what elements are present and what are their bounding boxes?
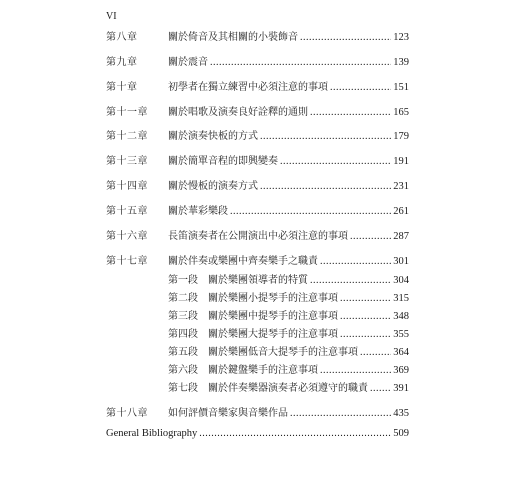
chapter-label: 第八章 bbox=[106, 32, 138, 43]
section-title: 關於伴奏樂器演奏者必須遵守的職責 bbox=[208, 383, 368, 394]
chapter-label: 第十三章 bbox=[106, 156, 148, 167]
chapter-label: 第十六章 bbox=[106, 231, 148, 242]
dot-leader bbox=[199, 427, 391, 441]
chapter-page: 261 bbox=[393, 206, 409, 217]
bibliography-title: General Bibliography bbox=[106, 428, 198, 439]
chapter-label: 第十五章 bbox=[106, 206, 148, 217]
section-label: 第四段 bbox=[168, 329, 198, 340]
dot-leader bbox=[370, 382, 391, 396]
toc-section-7[interactable] bbox=[0, 382, 520, 396]
dot-leader bbox=[320, 364, 391, 378]
chapter-label: 第十八章 bbox=[106, 408, 148, 419]
dot-leader bbox=[340, 310, 391, 324]
chapter-title: 長笛演奏者在公開演出中必須注意的事項 bbox=[168, 231, 348, 242]
section-title: 關於樂團大提琴手的注意事項 bbox=[208, 329, 338, 340]
page-number: VI bbox=[106, 11, 117, 22]
section-label: 第一段 bbox=[168, 275, 198, 286]
chapter-label: 第十一章 bbox=[106, 107, 148, 118]
chapter-page: 191 bbox=[393, 156, 409, 167]
section-title: 關於樂團中提琴手的注意事項 bbox=[208, 311, 338, 322]
toc-section-4[interactable] bbox=[0, 328, 520, 342]
section-page: 391 bbox=[393, 383, 409, 394]
dot-leader bbox=[350, 230, 391, 244]
section-label: 第五段 bbox=[168, 347, 198, 358]
chapter-title: 關於震音 bbox=[168, 57, 208, 68]
dot-leader bbox=[230, 205, 391, 219]
toc-chapter-8[interactable] bbox=[0, 31, 520, 45]
chapter-title: 關於伴奏或樂團中齊奏樂手之職責 bbox=[168, 256, 318, 267]
chapter-page: 139 bbox=[393, 57, 409, 68]
chapter-page: 287 bbox=[393, 231, 409, 242]
toc-chapter-12[interactable] bbox=[0, 130, 520, 144]
dot-leader bbox=[290, 407, 391, 421]
dot-leader bbox=[260, 180, 391, 194]
bibliography-page: 509 bbox=[393, 428, 409, 439]
section-title: 關於樂團領導者的特質 bbox=[208, 275, 308, 286]
dot-leader bbox=[300, 31, 391, 45]
toc-chapter-15[interactable] bbox=[0, 205, 520, 219]
chapter-title: 關於唱歌及演奏良好詮釋的通則 bbox=[168, 107, 308, 118]
dot-leader bbox=[340, 292, 391, 306]
section-page: 364 bbox=[393, 347, 409, 358]
chapter-page: 123 bbox=[393, 32, 409, 43]
dot-leader bbox=[330, 81, 391, 95]
chapter-page: 151 bbox=[393, 82, 409, 93]
chapter-title: 初學者在獨立練習中必須注意的事項 bbox=[168, 82, 328, 93]
dot-leader bbox=[260, 130, 391, 144]
toc-chapter-11[interactable] bbox=[0, 106, 520, 120]
toc-bibliography[interactable] bbox=[0, 427, 520, 441]
toc-section-1[interactable] bbox=[0, 274, 520, 288]
chapter-title: 關於演奏快板的方式 bbox=[168, 131, 258, 142]
section-page: 348 bbox=[393, 311, 409, 322]
toc-section-6[interactable] bbox=[0, 364, 520, 378]
chapter-label: 第十七章 bbox=[106, 256, 148, 267]
chapter-label: 第十二章 bbox=[106, 131, 148, 142]
chapter-page: 435 bbox=[393, 408, 409, 419]
toc-chapter-16[interactable] bbox=[0, 230, 520, 244]
section-page: 369 bbox=[393, 365, 409, 376]
dot-leader bbox=[310, 106, 391, 120]
toc-chapter-13[interactable] bbox=[0, 155, 520, 169]
dot-leader bbox=[360, 346, 391, 360]
section-label: 第三段 bbox=[168, 311, 198, 322]
toc-section-5[interactable] bbox=[0, 346, 520, 360]
section-label: 第六段 bbox=[168, 365, 198, 376]
toc-section-2[interactable] bbox=[0, 292, 520, 306]
chapter-page: 179 bbox=[393, 131, 409, 142]
section-label: 第二段 bbox=[168, 293, 198, 304]
dot-leader bbox=[340, 328, 391, 342]
toc-section-3[interactable] bbox=[0, 310, 520, 324]
chapter-label: 第十四章 bbox=[106, 181, 148, 192]
section-page: 304 bbox=[393, 275, 409, 286]
chapter-title: 關於慢板的演奏方式 bbox=[168, 181, 258, 192]
toc-chapter-18[interactable] bbox=[0, 407, 520, 421]
section-label: 第七段 bbox=[168, 383, 198, 394]
dot-leader bbox=[210, 56, 391, 70]
chapter-page: 165 bbox=[393, 107, 409, 118]
toc-chapter-17[interactable] bbox=[0, 255, 520, 269]
section-title: 關於樂團低音大提琴手的注意事項 bbox=[208, 347, 358, 358]
section-page: 315 bbox=[393, 293, 409, 304]
chapter-page: 301 bbox=[393, 256, 409, 267]
chapter-label: 第九章 bbox=[106, 57, 138, 68]
section-page: 355 bbox=[393, 329, 409, 340]
toc-chapter-14[interactable] bbox=[0, 180, 520, 194]
dot-leader bbox=[280, 155, 391, 169]
chapter-page: 231 bbox=[393, 181, 409, 192]
dot-leader bbox=[310, 274, 391, 288]
section-title: 關於鍵盤樂手的注意事項 bbox=[208, 365, 318, 376]
chapter-title: 關於簡單音程的即興變奏 bbox=[168, 156, 278, 167]
toc-chapter-9[interactable] bbox=[0, 56, 520, 70]
toc-chapter-10[interactable] bbox=[0, 81, 520, 95]
chapter-label: 第十章 bbox=[106, 82, 138, 93]
chapter-title: 如何評價音樂家與音樂作品 bbox=[168, 408, 288, 419]
chapter-title: 關於倚音及其相關的小裝飾音 bbox=[168, 32, 298, 43]
chapter-title: 關於華彩樂段 bbox=[168, 206, 228, 217]
section-title: 關於樂團小提琴手的注意事項 bbox=[208, 293, 338, 304]
dot-leader bbox=[320, 255, 391, 269]
